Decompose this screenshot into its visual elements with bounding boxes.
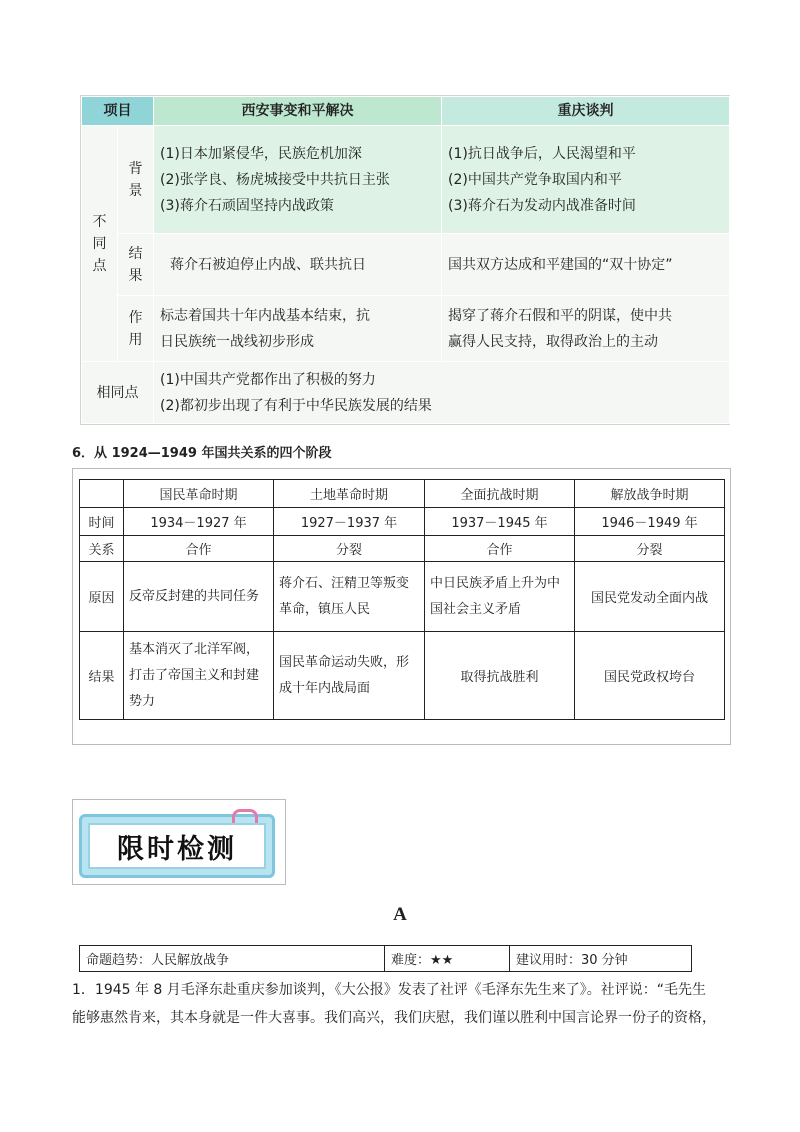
cell-result: 国民革命运动失败，形 成十年内战局面 — [274, 632, 425, 720]
row-label-effect: 作 用 — [118, 296, 154, 362]
cell-relation: 分裂 — [575, 536, 725, 562]
cell-result: 基本消灭了北洋军阀， 打击了帝国主义和封建 势力 — [124, 632, 274, 720]
xian-result: 蒋介石被迫停止内战、联共抗日 — [154, 234, 442, 296]
chongqing-background: (1)抗日战争后，人民渴望和平 (2)中国共产党争取国内和平 (3)蒋介石为发动内战准备时间 — [442, 126, 730, 234]
row-label-cause: 原因 — [80, 562, 124, 632]
comparison-table-container — [80, 95, 730, 425]
section-stamp-box — [72, 799, 286, 885]
header-anti-japanese-war: 全面抗战时期 — [425, 480, 575, 508]
question-meta-table — [79, 945, 692, 972]
meta-topic: 命题趋势：人民解放战争 — [80, 946, 385, 972]
cell-cause: 中日民族矛盾上升为中 国社会主义矛盾 — [425, 562, 575, 632]
row-label-result: 结 果 — [118, 234, 154, 296]
chongqing-effect: 揭穿了蒋介石假和平的阴谋，使中共 赢得人民支持，取得政治上的主动 — [442, 296, 730, 362]
header-xian: 西安事变和平解决 — [154, 97, 442, 126]
periods-table-container — [72, 468, 731, 745]
question-1: 1．1945 年 8 月毛泽东赴重庆参加谈判，《大公报》发表了社评《毛泽东先生来了》。社评说：“毛先生 能够惠然肯来，其本身就是一件大喜事。我们高兴，我们庆慰，我们谨以胜利中国言论界一份子的资格， — [72, 982, 716, 1026]
cell-relation: 合作 — [425, 536, 575, 562]
row-label-result: 结果 — [80, 632, 124, 720]
header-chongqing: 重庆谈判 — [442, 97, 730, 126]
section-title: A — [393, 904, 407, 925]
cell-cause: 蒋介石、汪精卫等叛变 革命，镇压人民 — [274, 562, 425, 632]
same-points: (1)中国共产党都作出了积极的努力 (2)都初步出现了有利于中华民族发展的结果 — [154, 362, 730, 424]
header-land-revolution: 土地革命时期 — [274, 480, 425, 508]
header-empty — [80, 480, 124, 508]
meta-time: 建议用时：30 分钟 — [510, 946, 692, 972]
section-stamp — [79, 814, 275, 878]
xian-effect: 标志着国共十年内战基本结束，抗 日民族统一战线初步形成 — [154, 296, 442, 362]
comparison-table — [81, 96, 730, 424]
cell-time: 1934－1927 年 — [124, 508, 274, 536]
cell-time: 1937－1945 年 — [425, 508, 575, 536]
cell-cause: 国民党发动全面内战 — [575, 562, 725, 632]
cell-relation: 合作 — [124, 536, 274, 562]
cell-relation: 分裂 — [274, 536, 425, 562]
row-label-same: 相同点 — [82, 362, 154, 424]
header-liberation-war: 解放战争时期 — [575, 480, 725, 508]
row-label-background: 背 景 — [118, 126, 154, 234]
group-label-differences: 不 同 点 — [82, 126, 118, 362]
periods-table — [79, 479, 725, 720]
header-item: 项目 — [82, 97, 154, 126]
section-heading-6: 6．从 1924—1949 年国共关系的四个阶段 — [72, 446, 332, 461]
row-label-relation: 关系 — [80, 536, 124, 562]
stamp-title: 限时检测 — [117, 833, 237, 865]
cell-result: 国民党政权垮台 — [575, 632, 725, 720]
chongqing-result: 国共双方达成和平建国的“双十协定” — [442, 234, 730, 296]
xian-background: (1)日本加紧侵华，民族危机加深 (2)张学良、杨虎城接受中共抗日主张 (3)蒋介石顽固坚持内战政策 — [154, 126, 442, 234]
cell-result: 取得抗战胜利 — [425, 632, 575, 720]
cell-cause: 反帝反封建的共同任务 — [124, 562, 274, 632]
row-label-time: 时间 — [80, 508, 124, 536]
cell-time: 1946－1949 年 — [575, 508, 725, 536]
header-national-revolution: 国民革命时期 — [124, 480, 274, 508]
cell-time: 1927－1937 年 — [274, 508, 425, 536]
meta-difficulty: 难度：★★ — [385, 946, 510, 972]
